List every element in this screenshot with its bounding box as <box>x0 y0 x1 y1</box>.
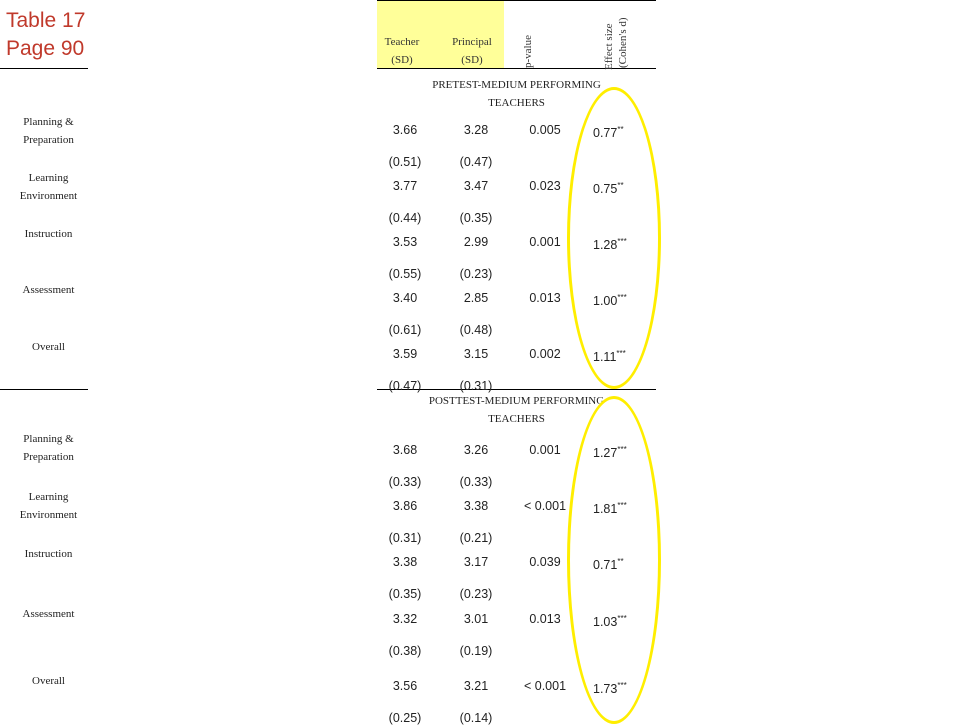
row-label-line1: Planning & <box>23 433 74 445</box>
principal-cell-sd: (0.48) <box>459 323 493 337</box>
row-label-line1: Instruction <box>24 228 73 240</box>
principal-cell-value: 2.99 <box>463 235 489 249</box>
row-label-line1: Instruction <box>24 548 73 560</box>
teacher-cell-sd: (0.38) <box>388 644 422 658</box>
principal-cell-sd: (0.33) <box>459 475 493 489</box>
principal-cell <box>441 496 511 548</box>
principal-cell <box>441 344 511 396</box>
teacher-cell <box>370 609 440 661</box>
principal-cell <box>441 440 511 492</box>
teacher-cell <box>370 552 440 604</box>
left-top-rule <box>0 68 88 69</box>
teacher-cell-value: 3.56 <box>392 679 418 693</box>
row-label-line1: Assessment <box>22 284 75 296</box>
principal-cell-value: 3.21 <box>463 679 489 693</box>
effect-size-value: 0.75 <box>593 182 618 196</box>
effect-size-value: 0.71 <box>593 558 618 572</box>
principal-cell-value: 3.47 <box>463 179 489 193</box>
row-label <box>0 225 97 243</box>
row-label <box>0 605 97 623</box>
row-label-line1: Learning <box>28 491 69 503</box>
teacher-cell-value: 3.38 <box>392 555 418 569</box>
significance-marker: *** <box>617 293 627 302</box>
teacher-cell-sd: (0.35) <box>388 587 422 601</box>
teacher-cell <box>370 344 440 396</box>
teacher-cell-sd: (0.44) <box>388 211 422 225</box>
principal-cell-sd: (0.19) <box>459 644 493 658</box>
table-title: Table 17 <box>6 9 86 32</box>
significance-marker: *** <box>617 614 627 623</box>
section-label-line2: TEACHERS <box>488 413 545 425</box>
effect-size-value: 1.03 <box>593 615 618 629</box>
principal-cell-sd: (0.14) <box>459 711 493 725</box>
principal-cell-value: 2.85 <box>463 291 489 305</box>
teacher-cell <box>370 676 440 728</box>
principal-cell-sd: (0.47) <box>459 155 493 169</box>
principal-cell-value: 3.01 <box>463 612 489 626</box>
row-label-line1: Planning & <box>23 116 74 128</box>
section-label-line2: TEACHERS <box>488 97 545 109</box>
header-principal-label: Principal <box>452 36 492 48</box>
teacher-cell-sd: (0.25) <box>388 711 422 725</box>
significance-marker: ** <box>617 125 624 134</box>
header-effect-size: Effect size <box>603 23 615 70</box>
teacher-cell-sd: (0.51) <box>388 155 422 169</box>
principal-cell <box>441 120 511 172</box>
principal-cell <box>441 552 511 604</box>
row-label-line2: Environment <box>19 190 78 202</box>
principal-cell-sd: (0.35) <box>459 211 493 225</box>
row-label-line2: Preparation <box>23 134 74 146</box>
pvalue-cell <box>505 344 585 364</box>
effect-size-value: 1.00 <box>593 294 618 308</box>
teacher-cell-value: 3.40 <box>392 291 418 305</box>
teacher-cell <box>370 120 440 172</box>
row-label <box>0 281 97 299</box>
section-label-line1: PRETEST-MEDIUM PERFORMING <box>432 79 601 91</box>
teacher-cell-sd: (0.61) <box>388 323 422 337</box>
teacher-cell <box>370 176 440 228</box>
pvalue-cell-value: 0.005 <box>529 123 561 137</box>
teacher-cell-value: 3.68 <box>392 443 418 457</box>
row-label-line1: Overall <box>32 675 65 687</box>
principal-cell <box>441 609 511 661</box>
principal-cell <box>441 232 511 284</box>
teacher-cell <box>370 440 440 492</box>
teacher-cell-value: 3.77 <box>392 179 418 193</box>
teacher-cell-sd: (0.55) <box>388 267 422 281</box>
significance-marker: *** <box>617 681 627 690</box>
row-label <box>0 169 97 205</box>
header-principal <box>442 33 502 69</box>
effect-size-value: 0.77 <box>593 126 618 140</box>
effect-size-value: 1.73 <box>593 682 618 696</box>
pvalue-cell <box>505 120 585 140</box>
page-number: Page 90 <box>6 37 85 60</box>
effect-size-value: 1.11 <box>593 350 617 364</box>
principal-cell <box>441 176 511 228</box>
effect-size-value: 1.81 <box>593 502 618 516</box>
row-label <box>0 113 97 149</box>
row-label <box>0 672 97 690</box>
highlight-ellipse-posttest <box>567 396 661 724</box>
pvalue-cell <box>505 676 585 696</box>
row-label <box>0 488 97 524</box>
row-label-line2: Environment <box>19 509 78 521</box>
row-label <box>0 545 97 563</box>
pvalue-cell-value: < 0.001 <box>523 499 567 513</box>
significance-marker: ** <box>617 181 624 190</box>
significance-marker: *** <box>617 237 627 246</box>
pvalue-cell-value: 0.001 <box>529 235 561 249</box>
pvalue-cell-value: 0.013 <box>529 612 561 626</box>
teacher-cell-value: 3.59 <box>392 347 418 361</box>
significance-marker: *** <box>616 349 626 358</box>
principal-cell-sd: (0.31) <box>459 379 493 393</box>
teacher-cell-value: 3.53 <box>392 235 418 249</box>
teacher-cell-value: 3.86 <box>392 499 418 513</box>
significance-marker: *** <box>617 445 627 454</box>
pvalue-cell-value: 0.039 <box>529 555 561 569</box>
significance-marker: *** <box>617 501 627 510</box>
principal-cell-value: 3.17 <box>463 555 489 569</box>
header-principal-sd: (SD) <box>461 54 483 66</box>
pvalue-cell-value: 0.023 <box>529 179 561 193</box>
principal-cell-value: 3.38 <box>463 499 489 513</box>
principal-cell-value: 3.15 <box>463 347 489 361</box>
pvalue-cell <box>505 440 585 460</box>
header-effect-size-sub: (Cohen's d) <box>617 17 629 68</box>
row-label-line1: Assessment <box>22 608 75 620</box>
pvalue-cell-value: 0.013 <box>529 291 561 305</box>
header-pvalue: p-value <box>522 35 534 68</box>
row-label-line1: Learning <box>28 172 69 184</box>
row-label-line2: Preparation <box>23 451 74 463</box>
row-label <box>0 338 97 356</box>
header-teacher-label: Teacher <box>384 36 420 48</box>
teacher-cell-sd: (0.47) <box>388 379 422 393</box>
principal-cell-sd: (0.21) <box>459 531 493 545</box>
pvalue-cell-value: 0.001 <box>529 443 561 457</box>
teacher-cell-sd: (0.33) <box>388 475 422 489</box>
significance-marker: ** <box>617 557 624 566</box>
principal-cell-sd: (0.23) <box>459 267 493 281</box>
teacher-cell-value: 3.32 <box>392 612 418 626</box>
header-teacher <box>372 33 432 69</box>
pvalue-cell-value: 0.002 <box>529 347 561 361</box>
principal-cell-value: 3.28 <box>463 123 489 137</box>
teacher-cell <box>370 288 440 340</box>
principal-cell <box>441 288 511 340</box>
teacher-cell <box>370 232 440 284</box>
row-label-line1: Overall <box>32 341 65 353</box>
teacher-cell-value: 3.66 <box>392 123 418 137</box>
row-label <box>0 430 97 466</box>
left-section-rule <box>0 389 88 390</box>
effect-size-value: 1.27 <box>593 446 618 460</box>
principal-cell <box>441 676 511 728</box>
effect-size-value: 1.28 <box>593 238 618 252</box>
principal-cell-sd: (0.23) <box>459 587 493 601</box>
section-label-line1: POSTTEST-MEDIUM PERFORMING <box>428 395 605 407</box>
teacher-cell-sd: (0.31) <box>388 531 422 545</box>
teacher-cell <box>370 496 440 548</box>
header-top-rule <box>377 0 656 1</box>
principal-cell-value: 3.26 <box>463 443 489 457</box>
highlight-ellipse-pretest <box>567 87 661 389</box>
pvalue-cell-value: < 0.001 <box>523 679 567 693</box>
header-teacher-sd: (SD) <box>391 54 413 66</box>
